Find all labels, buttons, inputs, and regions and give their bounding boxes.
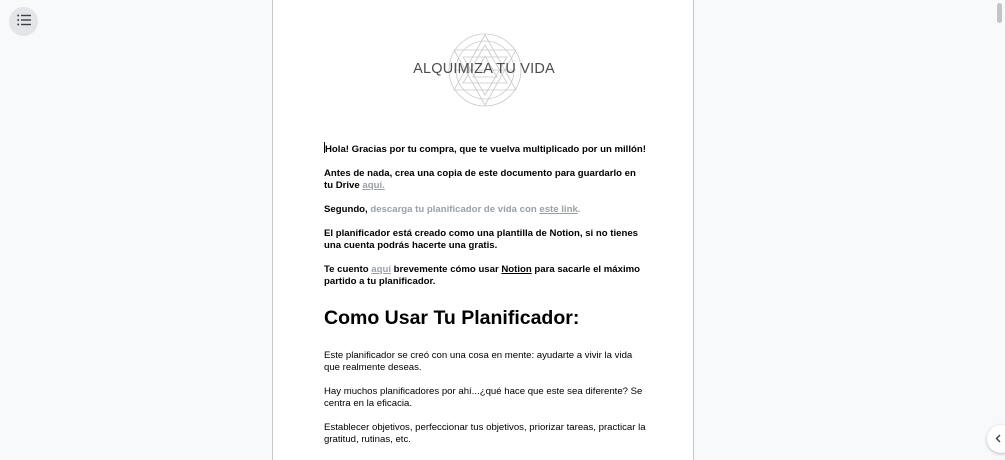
document-outline-button[interactable]	[9, 7, 38, 36]
download-planner-link[interactable]: este link	[539, 204, 578, 215]
intro-paragraph-5: Te cuento aquí brevemente cómo usar Notion para sacarle el máximo partido a tu planificador.	[324, 264, 641, 287]
vertical-scrollbar[interactable]	[997, 3, 1002, 23]
intro-paragraph-1: Hola! Gracias por tu compra, que te vuelva multiplicado por un millón!	[325, 144, 646, 155]
list-icon	[17, 13, 31, 31]
logo	[413, 30, 555, 112]
document-body[interactable]	[324, 142, 646, 458]
body-paragraph-1: Este planificador se creó con una cosa en mente: ayudarte a vivir la vida que realmente deseas.	[324, 350, 633, 373]
chevron-left-icon	[995, 430, 1001, 448]
logo-text: ALQUIMIZA TU VIDA	[413, 61, 555, 77]
body-paragraph-2: Hay muchos planificadores por ahí...¿qué hace que este sea diferente? Se centra en la eficacia.	[324, 386, 643, 409]
section-heading: Como Usar Tu Planificador:	[324, 307, 580, 329]
intro-paragraph-3: Segundo, descarga tu planificador de vida con este link.	[324, 204, 581, 215]
body-paragraph-3: Establecer objetivos, perfeccionar tus objetivos, priorizar tareas, practicar la gratitud, rutinas, etc.	[324, 422, 646, 445]
notion-link[interactable]: Notion	[501, 264, 532, 275]
intro-paragraph-2: Antes de nada, crea una copia de este documento para guardarlo en tu Drive aquí.	[324, 168, 636, 191]
tutorial-link[interactable]: aquí	[371, 264, 391, 275]
intro-paragraph-4: El planificador está creado como una plantilla de Notion, si no tienes una cuenta podrás hacerte una gratis.	[324, 228, 638, 251]
side-panel-toggle-button[interactable]	[987, 425, 1005, 453]
document-page[interactable]	[272, 0, 694, 460]
copy-document-link[interactable]: aquí.	[362, 180, 385, 191]
